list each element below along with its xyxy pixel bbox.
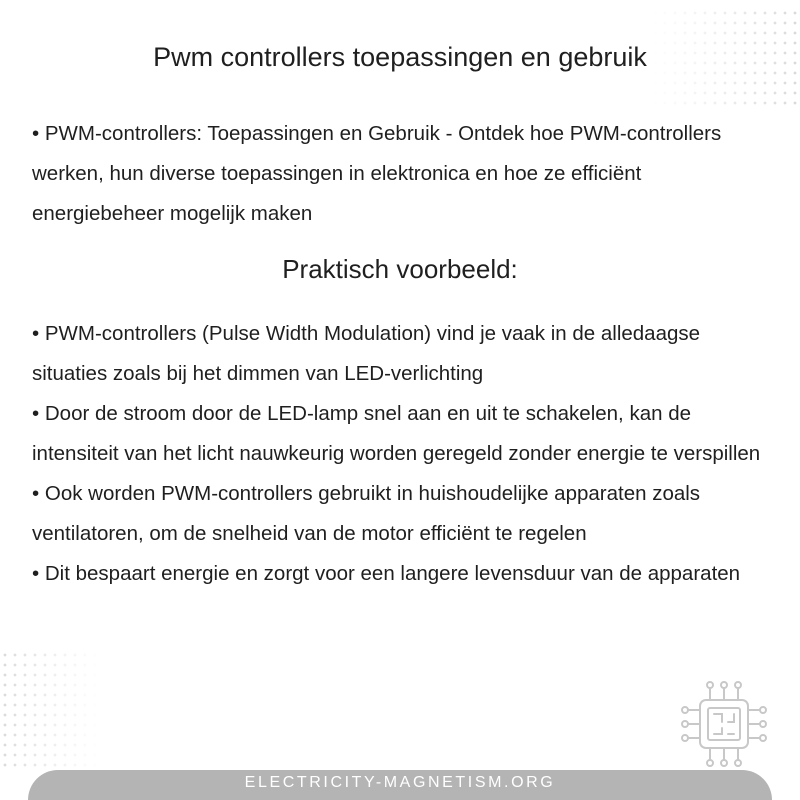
circuit-chip-icon xyxy=(676,676,772,772)
example-bullet-list xyxy=(32,314,772,594)
section-subtitle: Praktisch voorbeeld: xyxy=(282,254,518,284)
page-title: Pwm controllers toepassingen en gebruik xyxy=(153,42,647,72)
bullet-item: • Door de stroom door de LED-lamp snel aan en uit te schakelen, kan de intensiteit van het licht nauwkeurig worden geregeld zonder energie te verspillen xyxy=(32,402,761,465)
footer-site-name: ELECTRICITY-MAGNETISM.ORG xyxy=(244,774,556,791)
bullet-item: • Ook worden PWM-controllers gebruikt in huishoudelijke apparaten zoals ventilatoren, om de snelheid van de motor efficiënt te regelen xyxy=(32,482,701,545)
intro-paragraph: • PWM-controllers: Toepassingen en Gebruik - Ontdek hoe PWM-controllers werken, hun diverse toepassingen in elektronica en hoe ze efficiënt energiebeheer mogelijk maken xyxy=(32,122,722,225)
decorative-dots-bottom-left xyxy=(0,650,100,770)
bullet-item: • PWM-controllers (Pulse Width Modulation) vind je vaak in de alledaagse situaties zoals bij het dimmen van LED-verlichting xyxy=(32,322,701,385)
bullet-item: • Dit bespaart energie en zorgt voor een langere levensduur van de apparaten xyxy=(32,562,741,585)
